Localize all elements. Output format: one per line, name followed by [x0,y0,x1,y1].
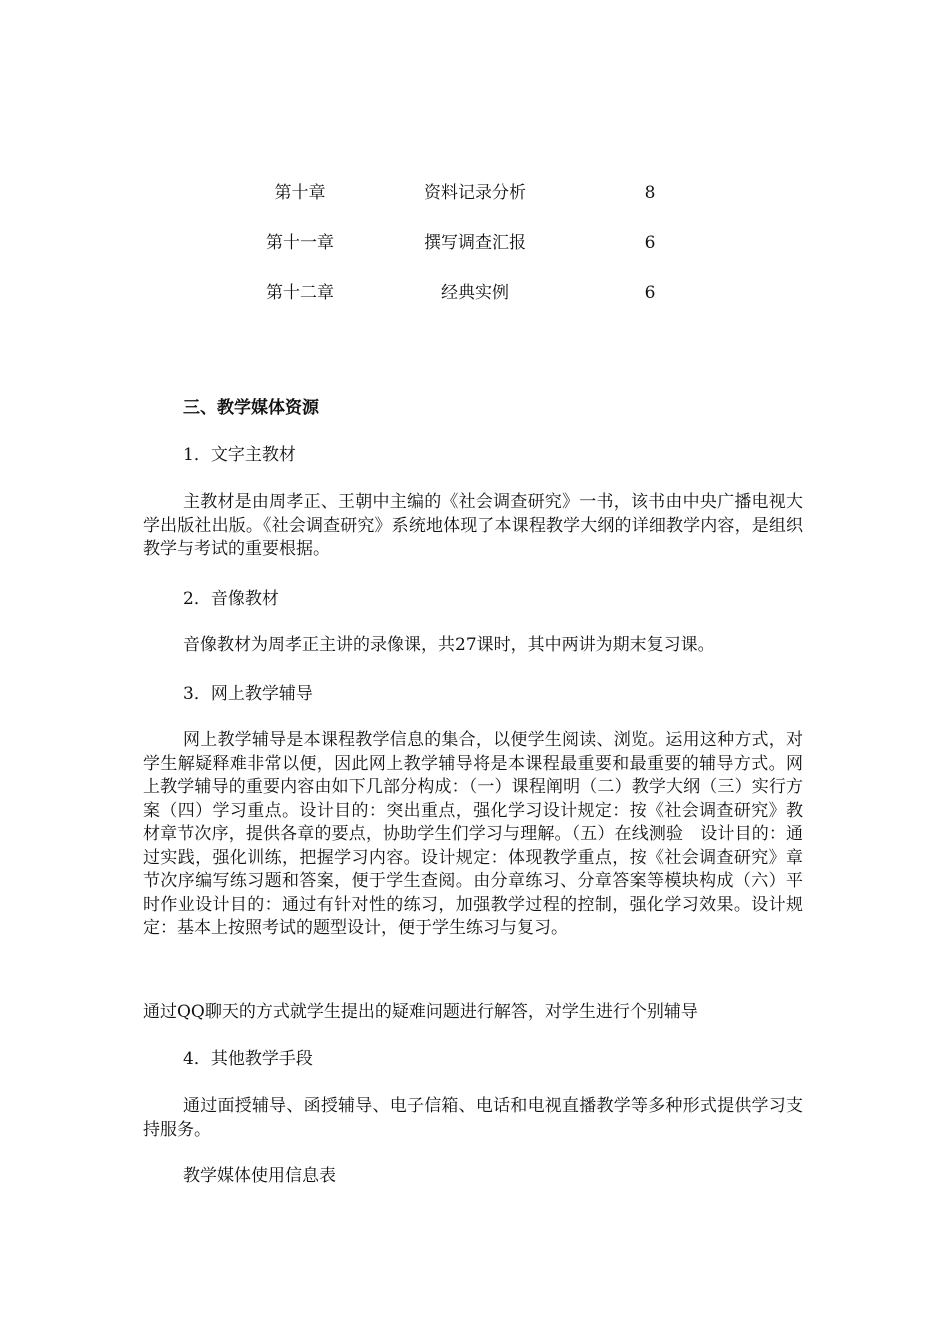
paragraph: 主教材是由周孝正、王朝中主编的《社会调查研究》一书，该书由中央广播电视大学出版社出版。《社会调查研究》系统地体现了本课程教学大纲的详细教学内容，是组织教学与考试的重要根据。 [143,492,803,559]
chapter-cell: 第十一章 [266,233,334,253]
chapter-hours-cell: 6 [644,233,656,253]
paragraph: 网上教学辅导是本课程教学信息的集合，以便学生阅读、浏览。运用这种方式，对学生解疑释难非常以便，因此网上教学辅导将是本课程最重要和最重要的辅导方式。网上教学辅导的重要内容由如下几部分构成：（一）课程阐明（二）教学大纲（三）实行方案（四）学习重点。设计目的：突出重点，强化学习设计规定：按《社会调查研究》教材章节次序，提供各章的要点，协助学生们学习与理解。（五）在线测验 设计目的：通过实践，强化训练，把握学习内容。设计规定：体现教学重点，按《社会调查研究》章节次序编写练习题和答案，便于学生查阅。由分章练习、分章答案等模块构成（六）平时作业设计目的：通过有针对性的练习，加强教学过程的控制，强化学习效果。设计规定：基本上按照考试的题型设计，便于学生练习与复习。 [143,730,803,938]
subsection-title: 1．文字主教材 [183,445,296,465]
chapter-hours-cell: 8 [644,183,656,203]
section-heading: 三、教学媒体资源 [183,398,319,418]
paragraph: 音像教材为周孝正主讲的录像课，共27课时，其中两讲为期末复习课。 [183,635,715,655]
chapter-title-cell: 经典实例 [441,283,509,303]
subsection-title: 4．其他教学手段 [183,1049,313,1069]
chapter-cell: 第十二章 [266,283,334,303]
chapter-cell: 第十章 [274,183,326,203]
subsection-title: 2．音像教材 [183,589,279,609]
chapter-hours-cell: 6 [644,283,656,303]
chapter-title-cell: 资料记录分析 [424,183,526,203]
table-caption: 教学媒体使用信息表 [183,1166,336,1186]
chapter-title-cell: 撰写调查汇报 [424,233,526,253]
paragraph: 通过QQ聊天的方式就学生提出的疑难问题进行解答，对学生进行个别辅导 [143,1002,698,1022]
paragraph: 通过面授辅导、函授辅导、电子信箱、电话和电视直播教学等多种形式提供学习支持服务。 [143,1096,803,1140]
subsection-title: 3．网上教学辅导 [183,684,313,704]
